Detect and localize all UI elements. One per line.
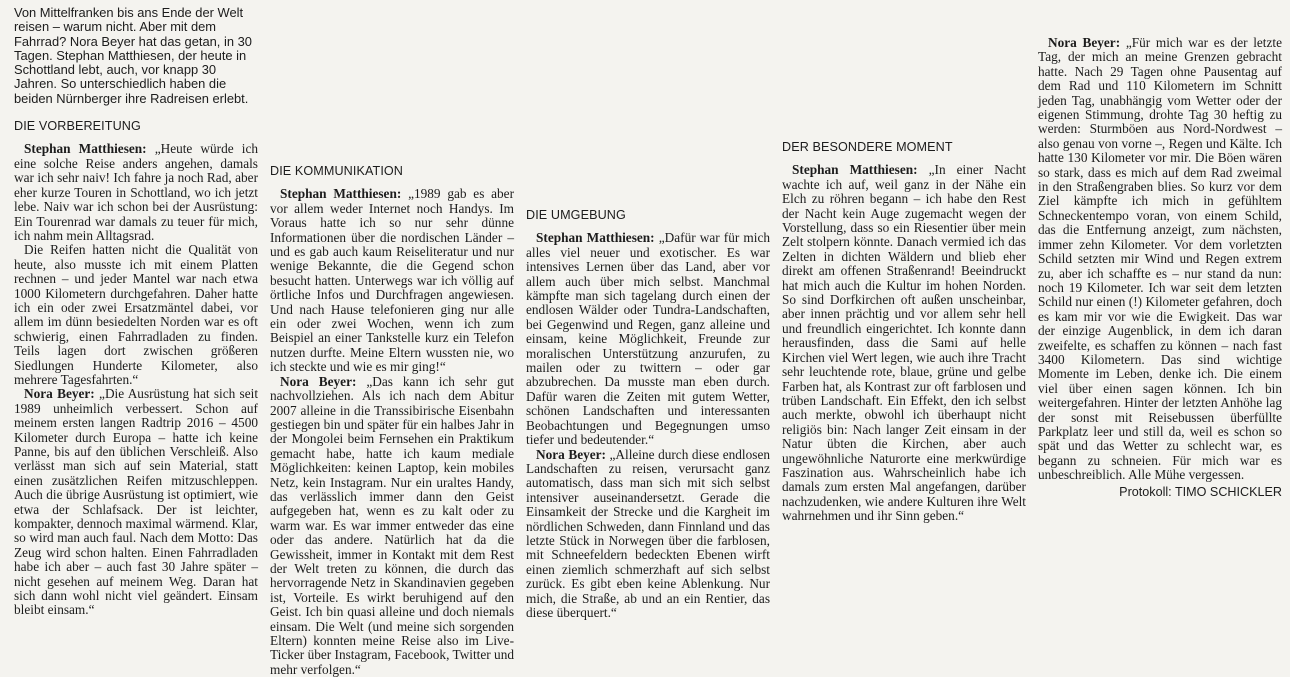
- speaker-label: Stephan Matthiesen:: [280, 186, 402, 202]
- column-3: [526, 6, 770, 620]
- column-5: [1038, 6, 1282, 571]
- paragraph: [14, 142, 258, 243]
- paragraph-text: „Dafür war für mich alles viel neuer und exotischer. Es war intensives Lernen über das Land, aber vor allem auch über mich selbst. Manchmal kämpfte man sich tagelang durch einen der endlosen Wälder oder Tundra-Landschaften, bei Gegenwind und Regen, ganz alleine und einsam, keine Möglichkeit, Freunde zur moralischen Unterstützung anzurufen, zu mailen oder zu twittern – oder gar abzubrechen. Da musste man eben durch. Dafür waren die Zeiten mit gutem Wetter, schönen Landschaften und interessanten Beobachtungen und Begegnungen umso tiefer und bedeutender.“: [526, 230, 770, 448]
- section-heading-kommunikation: DIE KOMMUNIKATION: [270, 164, 404, 178]
- column-2: [270, 6, 515, 677]
- article-credit: Protokoll: TIMO SCHICKLER: [1119, 484, 1282, 499]
- article-intro: Von Mittelfranken bis ans Ende der Welt reisen – warum nicht. Aber mit dem Fahrrad? Nora Beyer hat das getan, in 30 Tagen. Stephan Matthiesen, der heute in Schottland lebt, auch, vor knapp 30 Jahren. So unterschiedlich haben die beiden Nürnberger ihre Radreisen erlebt.: [14, 5, 252, 106]
- paragraph: [14, 387, 258, 618]
- speaker-label: Nora Beyer:: [24, 386, 95, 402]
- speaker-label: Nora Beyer:: [280, 373, 357, 389]
- section-heading-besonderer-moment: DER BESONDERE MOMENT: [782, 140, 953, 154]
- paragraph: [526, 448, 770, 621]
- section-heading-umgebung: DIE UMGEBUNG: [526, 208, 626, 222]
- speaker-label: Nora Beyer:: [1048, 35, 1121, 50]
- paragraph-text: „Alleine durch diese endlosen Landschaften zu reisen, verursacht ganz automatisch, dass man sich mit sich selbst intensiver auseinandersetzt. Gerade die Einsamkeit der Strecke und die Kargheit im nördlichen Schweden, dann Finnland und das letzte Stück in Norwegen über die farblosen, mit Schneefeldern bedeckten Ebenen wirft einen ziemlich schmerzhaft auf sich selbst zurück. Es gibt eben keine Ablenkung. Nur mich, die Straße, ab und an ein Rentier, das diese überquert.“: [526, 446, 770, 620]
- paragraph: [1038, 36, 1282, 483]
- paragraph: [270, 375, 514, 677]
- paragraph-text: „In einer Nacht wachte ich auf, weil ganz in der Nähe ein Elch zu röhren begann – ich habe den Rest der Nacht kein Auge zugemacht wegen der Vorstellung, dass so ein Riesentier über mein Zelt stolpern könnte. Danach vermied ich das Zelten in dichten Wäldern und blieb eher direkt am offenen Straßenrand! Beeindruckt hat mich auch die Kultur im hohen Norden. So sind Dorfkirchen oft außen unscheinbar, aber innen prächtig und vor allem sehr hell und freundlich eingerichtet. Ich konnte dann herausfinden, dass die Sami auf helle Kirchen viel Wert legen, wie auch ihre Tracht sehr leuchtende rote, blaue, grüne und gelbe Farben hat, als Kontrast zur oft farblosen und trüben Landschaft. Ein Effekt, den ich selbst auch merkte, obwohl ich überhaupt nicht religiös bin: Nach langer Zeit einsam in der Natur übten die Kirchen, aber auch ungewöhnliche Naturorte eine merkwürdige Faszination aus. Wahrscheinlich habe ich damals zum ersten Mal angefangen, darüber nachzudenken, wie andere Kulturen ihre Welt wahrnehmen und ihr Sinn geben.“: [782, 162, 1027, 524]
- speaker-label: Stephan Matthiesen:: [792, 162, 918, 178]
- speaker-label: Stephan Matthiesen:: [536, 230, 655, 246]
- paragraph-text: „Die Ausrüstung hat sich seit 1989 unheimlich verbessert. Schon auf meinem ersten langen Radtrip 2016 – 4500 Kilometer durch Europa – hatte ich keine Panne, bis auf den üblichen Verschleiß. Also verlässt man sich auf sein Material, statt einen zusätzlichen Reifen mitzuschleppen. Auch die übrige Ausrüstung ist optimiert, wie etwa der Schlafsack. Der ist leichter, kompakter, dennoch maximal wärmend. Klar, so wird man auch faul. Nach dem Motto: Das Zeug wird schon halten. Einen Fahrradladen habe ich aber – auch fast 30 Jahre später – nicht gesehen auf meinem Weg. Daran hat sich dann wohl nicht viel geändert. Einsam bleibt einsam.“: [14, 386, 259, 618]
- paragraph-text: „1989 gab es aber vor allem weder Internet noch Handys. Im Voraus hatte ich so nur sehr dünne Informationen über die nordischen Länder – und es gab auch kaum Reiseliteratur und nur wenige Bekannte, die die Gegend schon besucht hatten. Unterwegs war ich völlig auf örtliche Infos und Durchfragen angewiesen. Und nach Hause telefonieren ging nur alle ein oder zwei Wochen, wenn ich zum Beispiel an einer Tankstelle kurz ein Telefon nutzen durfte. Meine Eltern wussten nie, wo ich steckte und wie es mir ging!“: [270, 186, 515, 375]
- speaker-label: Stephan Matthiesen:: [24, 141, 147, 157]
- paragraph: [782, 163, 1026, 523]
- paragraph: [270, 187, 514, 374]
- paragraph-text: „Heute würde ich eine solche Reise anders angehen, damals war ich sehr naiv! Ich fahre ja noch Rad, aber eher kurze Touren in Schottland, wo ich jetzt lebe. Naiv war ich schon bei der Ausrüstung: Ein Tourenrad war damals zu teuer für mich, ich nahm mein Alltagsrad.: [14, 141, 258, 243]
- paragraph-text: „Für mich war es der letzte Tag, der mich an meine Grenzen gebracht hatte. Nach 29 Tagen ohne Pausentag auf dem Rad und 110 Kilometern im Schnitt jeden Tag, unabhängig vom Wetter oder der eigenen Stimmung, drohte Tag 30 heftig zu werden: Sturmböen aus Nord-Nordwest – also genau von vorne –, Regen und Kälte. Ich hatte 130 Kilometer vor mir. Die Böen wären so stark, dass es mich auf dem Rad zweimal in den Straßengraben blies. So kurz vor dem Ziel kämpfte ich mich in gefühltem Schneckentempo voran, von einem Schild, das die Entfernung anzeigt, zum nächsten, immer zehn Kilometer. Vor dem vorletzten Schild setzten mir Wind und Regen extrem zu, aber ich schaffte es – nur stand da nun: noch 19 Kilometer. Ich war seit dem letzten Schild nur einen (!) Kilometer gefahren, doch es kam mir vor wie die Ewigkeit. Das war der einzige Augenblick, in dem ich daran zweifelte, es schaffen zu können – nach fast 3400 Kilometern. Das sind wichtige Momente im Leben, denke ich. Die einem viel über einen sagen können. Ich bin weitergefahren. Hinter der letzten Anhöhe lag der sonst mit Reisebussen überfüllte Parkplatz leer und still da, weil es schon so spät und das Wetter zu schlecht war, es begann zu schneien. Für mich war es unbeschreiblich. Alle Mühe vergessen.: [1038, 35, 1282, 483]
- paragraph: Die Reifen hatten nicht die Qualität von heute, also musste ich mit einem Platten rechnen – und jeder Mantel war nach etwa 1000 Kilometern durchgefahren. Daher hatte ich ein oder zwei Ersatzmäntel dabei, vor allem im dünn besiedelten Norden war es oft schwierig, einen Fahrradladen zu finden. Teils lagen dort zwischen größeren Siedlungen Hunderte Kilometer, also mehrere Tagesfahrten.“: [14, 242, 258, 387]
- paragraph-text: „Das kann ich sehr gut nachvollziehen. Als ich nach dem Abitur 2007 alleine in die Transsibirische Eisenbahn gestiegen bin und später für ein halbes Jahr in der Mongolei beim Fernsehen ein Praktikum gemacht habe, hatte ich kaum mediale Möglichkeiten: keinen Laptop, kein mobiles Netz, kein Instagram. Nur ein uraltes Handy, das verlässlich immer dann den Geist aufgegeben hat, wenn es zu kalt oder zu warm war. Es war immer entweder das eine oder das andere. Natürlich hat da die Gewissheit, immer in Kontakt mit dem Rest der Welt treten zu können, die durch das hervorragende Netz in Skandinavien gegeben ist, Vorteile. Es wirkt beruhigend auf den Geist. Ich bin quasi alleine und doch niemals einsam. Die Welt (und meine sich sorgenden Eltern) konnten meine Reise also im Live-Ticker über Instagram, Facebook, Twitter und mehr verfolgen.“: [270, 373, 514, 677]
- speaker-label: Nora Beyer:: [536, 446, 606, 462]
- column-4: [782, 6, 1026, 571]
- column-1: [14, 5, 259, 618]
- section-heading-vorbereitung: DIE VORBEREITUNG: [14, 119, 141, 134]
- paragraph: [526, 231, 770, 447]
